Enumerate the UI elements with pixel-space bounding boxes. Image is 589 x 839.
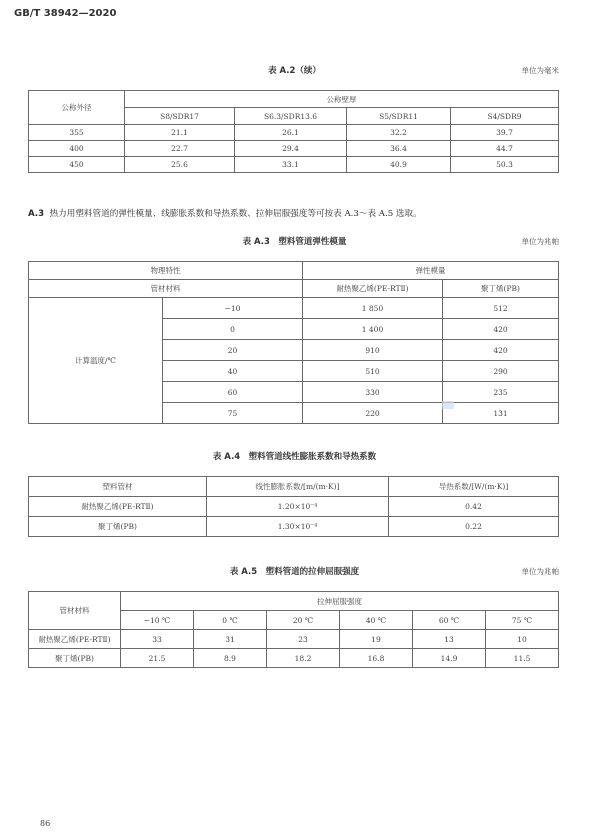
table-a5-unit: 单位为兆帕 bbox=[521, 567, 559, 576]
table-cell: 25.6 bbox=[125, 157, 235, 173]
table-cell: 0.22 bbox=[389, 517, 559, 537]
table-cell: 0 bbox=[163, 319, 303, 340]
paragraph-number: A.3 bbox=[28, 209, 45, 219]
table-a3-unit: 单位为兆帕 bbox=[521, 237, 559, 246]
table-cell: 13 bbox=[413, 630, 486, 649]
table-cell: −10 bbox=[163, 298, 303, 319]
table-a5-temp: 0 ℃ bbox=[194, 611, 267, 630]
table-cell: 420 bbox=[443, 340, 559, 361]
table-cell: 22.7 bbox=[125, 141, 235, 157]
table-a4-header: 线性膨胀系数/[m/(m·K)] bbox=[207, 477, 389, 497]
table-cell: 400 bbox=[29, 141, 125, 157]
table-a5-caption: 表 A.5 塑料管道的拉伸屈服强度 bbox=[229, 567, 360, 577]
table-row bbox=[29, 157, 559, 173]
table-a5-temp: 60 ℃ bbox=[413, 611, 486, 630]
table-a2-header: S5/SDR11 bbox=[347, 108, 451, 125]
table-a3-group-label: 弹性模量 bbox=[303, 262, 559, 280]
table-row bbox=[29, 141, 559, 157]
table-row bbox=[29, 125, 559, 141]
table-cell: 32.2 bbox=[347, 125, 451, 141]
table-a2-unit: 单位为毫米 bbox=[521, 66, 559, 75]
table-a2-header: S6.3/SDR13.6 bbox=[235, 108, 347, 125]
table-row bbox=[29, 649, 559, 668]
table-a3-prop-label: 物理特性 bbox=[29, 262, 303, 280]
table-a2 bbox=[28, 90, 559, 173]
table-a5-material-label: 管材材料 bbox=[29, 592, 121, 630]
table-cell: 23 bbox=[267, 630, 340, 649]
table-cell: 14.9 bbox=[413, 649, 486, 668]
table-cell: 355 bbox=[29, 125, 125, 141]
table-cell: 39.7 bbox=[451, 125, 559, 141]
table-a3-caption: 表 A.3 塑料管道弹性模量 bbox=[242, 237, 347, 247]
table-cell: 1 400 bbox=[303, 319, 443, 340]
table-cell: 21.1 bbox=[125, 125, 235, 141]
table-cell: 75 bbox=[163, 403, 303, 424]
table-a2-header: S4/SDR9 bbox=[451, 108, 559, 125]
table-cell: 11.5 bbox=[486, 649, 559, 668]
table-cell: 1 850 bbox=[303, 298, 443, 319]
table-cell: 50.3 bbox=[451, 157, 559, 173]
table-row bbox=[29, 497, 559, 517]
table-cell: 512 bbox=[443, 298, 559, 319]
table-a2-group-label: 公称壁厚 bbox=[125, 91, 559, 108]
table-cell: 8.9 bbox=[194, 649, 267, 668]
table-cell: 220 bbox=[303, 403, 443, 424]
table-a2-header: S8/SDR17 bbox=[125, 108, 235, 125]
table-cell: 0.42 bbox=[389, 497, 559, 517]
paragraph-text: 热力用塑料管道的弹性模量、线膨胀系数和导热系数、拉伸屈服强度等可按表 A.3～表 A.5 选取。 bbox=[49, 209, 422, 219]
table-cell: 聚丁烯(PB) bbox=[29, 517, 207, 537]
table-cell: 330 bbox=[303, 382, 443, 403]
table-a5-group-label: 拉伸屈服强度 bbox=[121, 592, 559, 611]
table-a4-caption: 表 A.4 塑料管道线性膨胀系数和导热系数 bbox=[212, 452, 377, 462]
table-cell: 235 bbox=[443, 382, 559, 403]
paragraph-a3 bbox=[28, 207, 422, 219]
table-cell: 1.20×10⁻⁴ bbox=[207, 497, 389, 517]
table-cell: 450 bbox=[29, 157, 125, 173]
table-a5-temp: 40 ℃ bbox=[340, 611, 413, 630]
table-cell: 510 bbox=[303, 361, 443, 382]
table-a3-material: 聚丁烯(PB) bbox=[443, 280, 559, 298]
table-row bbox=[29, 630, 559, 649]
table-a3-temp-label: 计算温度/℃ bbox=[29, 298, 163, 424]
table-cell: 29.4 bbox=[235, 141, 347, 157]
table-cell: 19 bbox=[340, 630, 413, 649]
table-cell: 60 bbox=[163, 382, 303, 403]
table-a3-material-label: 管材材料 bbox=[29, 280, 303, 298]
table-cell: 290 bbox=[443, 361, 559, 382]
table-a4 bbox=[28, 476, 559, 537]
table-a2-col-label: 公称外径 bbox=[29, 91, 125, 125]
page-number: 86 bbox=[40, 819, 51, 828]
table-a5-temp: 75 ℃ bbox=[486, 611, 559, 630]
table-cell: 16.8 bbox=[340, 649, 413, 668]
standard-id: GB/T 38942—2020 bbox=[14, 8, 117, 19]
table-cell: 420 bbox=[443, 319, 559, 340]
table-cell: 131 bbox=[443, 403, 559, 424]
table-cell: 44.7 bbox=[451, 141, 559, 157]
table-a3-material: 耐热聚乙烯(PE-RTⅡ) bbox=[303, 280, 443, 298]
table-cell: 33 bbox=[121, 630, 194, 649]
table-cell: 40 bbox=[163, 361, 303, 382]
table-a3 bbox=[28, 261, 559, 424]
table-cell: 聚丁烯(PB) bbox=[29, 649, 121, 668]
table-a4-header: 塑料管材 bbox=[29, 477, 207, 497]
table-a5-temp: 20 ℃ bbox=[267, 611, 340, 630]
table-a5-temp: −10 ℃ bbox=[121, 611, 194, 630]
table-row bbox=[29, 298, 559, 319]
table-row bbox=[29, 517, 559, 537]
table-cell: 10 bbox=[486, 630, 559, 649]
table-cell: 36.4 bbox=[347, 141, 451, 157]
table-cell: 21.5 bbox=[121, 649, 194, 668]
table-cell: 26.1 bbox=[235, 125, 347, 141]
table-a5 bbox=[28, 591, 559, 668]
table-cell: 31 bbox=[194, 630, 267, 649]
table-a2-caption: 表 A.2（续） bbox=[268, 66, 321, 76]
table-cell: 33.1 bbox=[235, 157, 347, 173]
table-cell: 18.2 bbox=[267, 649, 340, 668]
table-cell: 40.9 bbox=[347, 157, 451, 173]
table-cell: 910 bbox=[303, 340, 443, 361]
table-cell: 1.30×10⁻⁴ bbox=[207, 517, 389, 537]
table-a4-header: 导热系数/[W/(m·K)] bbox=[389, 477, 559, 497]
table-cell: 耐热聚乙烯(PE-RTⅡ) bbox=[29, 497, 207, 517]
watermark-mark bbox=[442, 401, 454, 409]
table-cell: 耐热聚乙烯(PE-RTⅡ) bbox=[29, 630, 121, 649]
table-cell: 20 bbox=[163, 340, 303, 361]
